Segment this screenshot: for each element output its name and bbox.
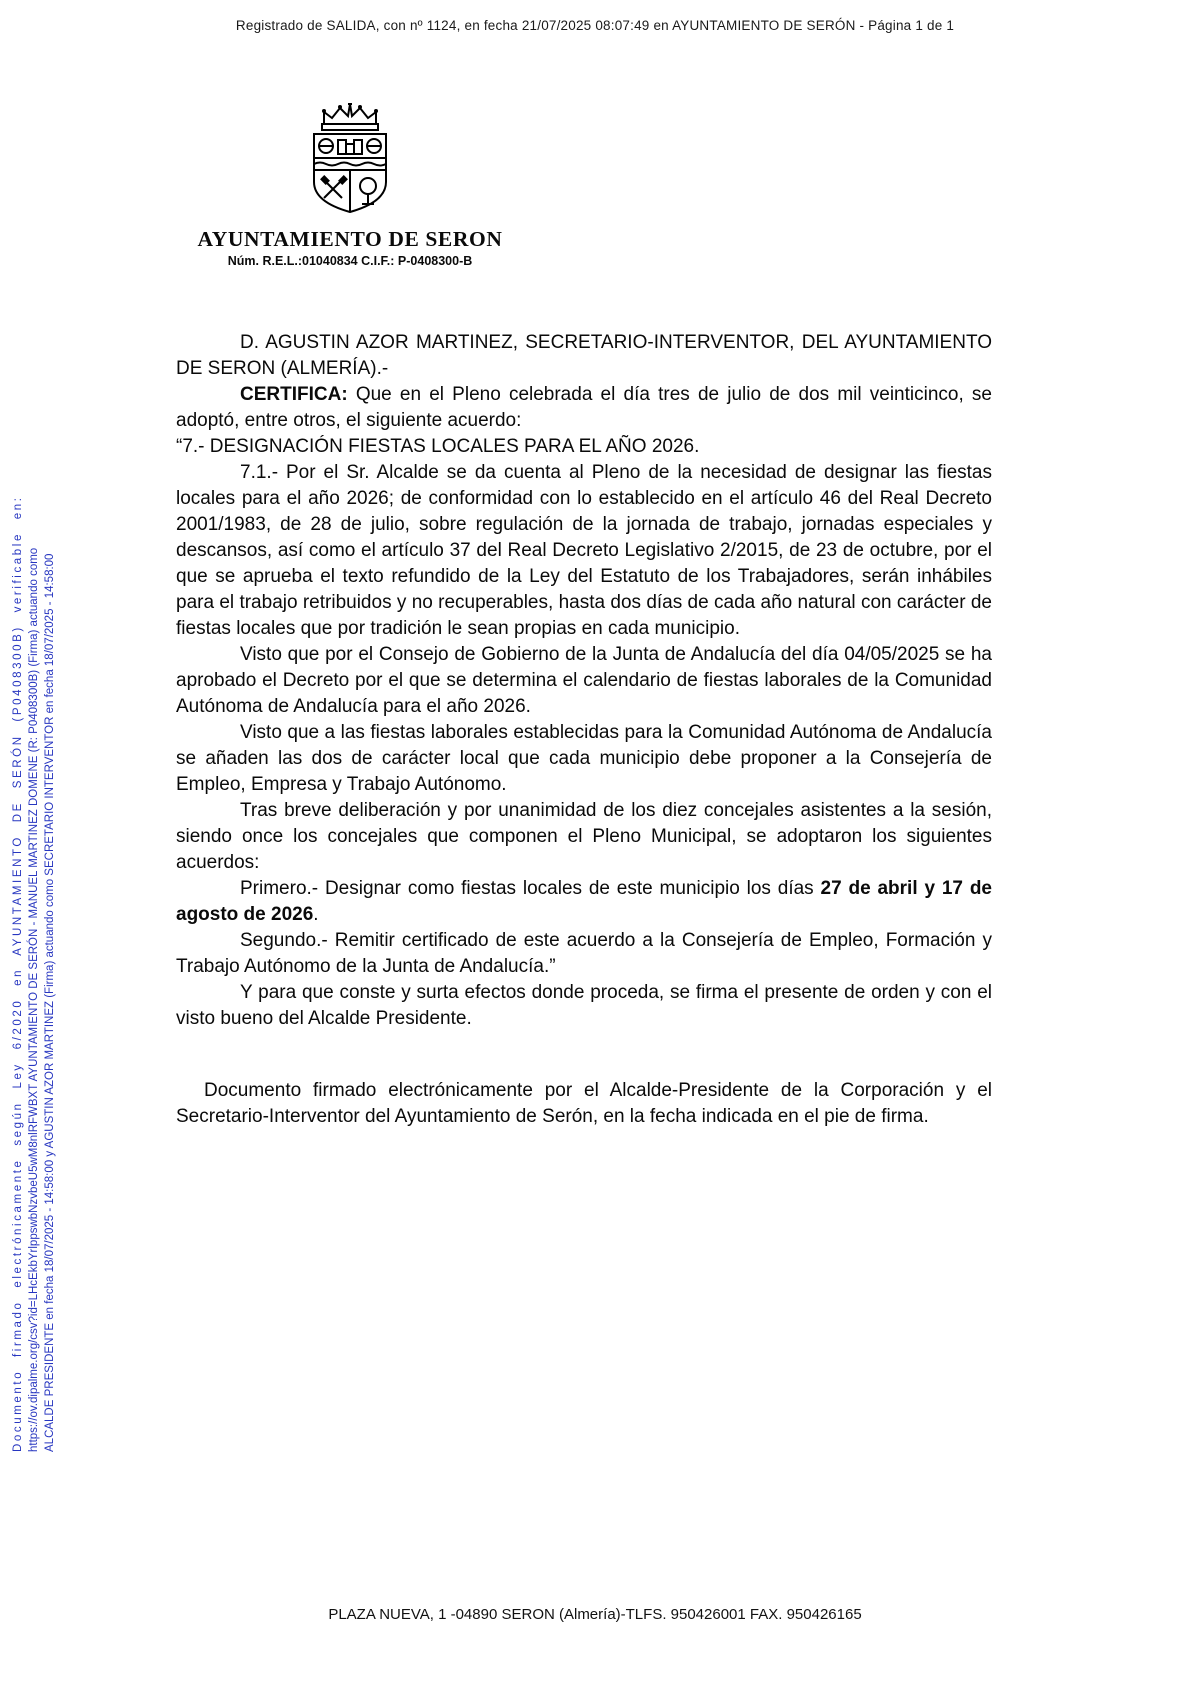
letterhead bbox=[180, 98, 520, 268]
paragraph bbox=[176, 1078, 992, 1130]
text-run: Visto que a las fiestas laborales establecidas para la Comunidad Autónoma de Andalucía se añaden las dos de carácter local que cada municipio debe proponer a la Consejería de Empleo, Empresa y Trabajo Autónomo. bbox=[176, 722, 992, 795]
paragraph bbox=[176, 642, 992, 720]
text-run: D. AGUSTIN AZOR MARTINEZ, SECRETARIO-INTERVENTOR, DEL AYUNTAMIENTO DE SERON (ALMERÍA).- bbox=[176, 332, 992, 379]
page-footer: PLAZA NUEVA, 1 -04890 SERON (Almería)-TLFS. 950426001 FAX. 950426165 bbox=[328, 1606, 862, 1623]
text-run: Primero.- Designar como fiestas locales de este municipio los días bbox=[240, 878, 821, 899]
paragraph bbox=[176, 928, 992, 980]
text-run: Que en el Pleno celebrada el día tres de julio de dos mil veinticinco, se adoptó, entre otros, el siguiente acuerdo: bbox=[176, 384, 992, 431]
text-run: Documento firmado electrónicamente por el Alcalde-Presidente de la Corporación y el Secretario-Interventor del Ayuntamiento de Serón, en la fecha indicada en el pie de firma. bbox=[176, 1080, 992, 1127]
signature-sidebar-line: Documento firmado electrónicamente según Ley 6/2020 en AYUNTAMIENTO DE SERÓN (P0408300B) verificable en: bbox=[12, 495, 24, 1452]
text-run: 7.1.- Por el Sr. Alcalde se da cuenta al Pleno de la necesidad de designar las fiestas locales para el año 2026; de conformidad con lo establecido en el artículo 46 del Real Decreto 2001/1983, de 28 de julio, sobre regulación de la jornada de trabajo, jornadas especiales y descansos, así como el artículo 37 del Real Decreto Legislativo 2/2015, de 23 de octubre, por el que se aprueba el texto refundido de la Ley del Estatuto de los Trabajadores, serán inhábiles para el trabajo retribuidos y no recuperables, hasta dos días de cada año natural con carácter de fiestas locales que por tradición le sean propias en cada municipio. bbox=[176, 462, 992, 639]
paragraph bbox=[176, 460, 992, 642]
bold-text-run: CERTIFICA: bbox=[240, 384, 348, 405]
text-run: Tras breve deliberación y por unanimidad de los diez concejales asistentes a la sesión, siendo once los concejales que componen el Pleno Municipal, se adoptaron los siguientes acuerdos: bbox=[176, 800, 992, 873]
signature-sidebar-text bbox=[10, 194, 58, 1452]
signature-sidebar-line: ALCALDE PRESIDENTE en fecha 18/07/2025 - 14:58:00 y AGUSTIN AZOR MARTINEZ (Firma) actuando como SECRETARIO INTERVENTOR en fecha 18/07/2025 - 14:58:00 bbox=[44, 553, 56, 1452]
seron-coat-of-arms-icon bbox=[294, 98, 406, 221]
text-run: “7.- DESIGNACIÓN FIESTAS LOCALES PARA EL AÑO 2026. bbox=[176, 436, 700, 457]
text-run: Y para que conste y surta efectos donde proceda, se firma el presente de orden y con el visto bueno del Alcalde Presidente. bbox=[176, 982, 992, 1029]
text-run: Segundo.- Remitir certificado de este acuerdo a la Consejería de Empleo, Formación y Trabajo Autónomo de la Junta de Andalucía.” bbox=[176, 930, 992, 977]
registration-header: Registrado de SALIDA, con nº 1124, en fecha 21/07/2025 08:07:49 en AYUNTAMIENTO DE SERÓN - Página 1 de 1 bbox=[235, 18, 955, 33]
signature-sidebar-line: https://ov.dipalme.org/csv?id=LHcEkbYrlppswbNzvbeU5wM8nlRFWBXT AYUNTAMIENTO DE SERÓN - MANUEL MARTINEZ DOMENE (R: P0408300B) (Firma) actuando como bbox=[28, 547, 40, 1452]
certificate-body bbox=[176, 330, 992, 1130]
bold-text-run: 27 de abril y 17 de agosto de 2026 bbox=[176, 878, 992, 925]
paragraph bbox=[176, 980, 992, 1032]
paragraph bbox=[176, 798, 992, 876]
org-registry-line: Núm. R.E.L.:01040834 C.I.F.: P-0408300-B bbox=[227, 254, 473, 268]
paragraph bbox=[176, 330, 992, 382]
paragraph bbox=[176, 876, 992, 928]
paragraph bbox=[176, 382, 992, 434]
org-name: AYUNTAMIENTO DE SERON bbox=[197, 227, 503, 251]
paragraph bbox=[176, 720, 992, 798]
paragraph bbox=[176, 434, 992, 460]
signature-sidebar bbox=[0, 0, 70, 1683]
text-run: . bbox=[313, 904, 319, 925]
text-run: Visto que por el Consejo de Gobierno de la Junta de Andalucía del día 04/05/2025 se ha aprobado el Decreto por el que se determina el calendario de fiestas laborales de la Comunidad Autónoma de Andalucía para el año 2026. bbox=[176, 644, 992, 717]
